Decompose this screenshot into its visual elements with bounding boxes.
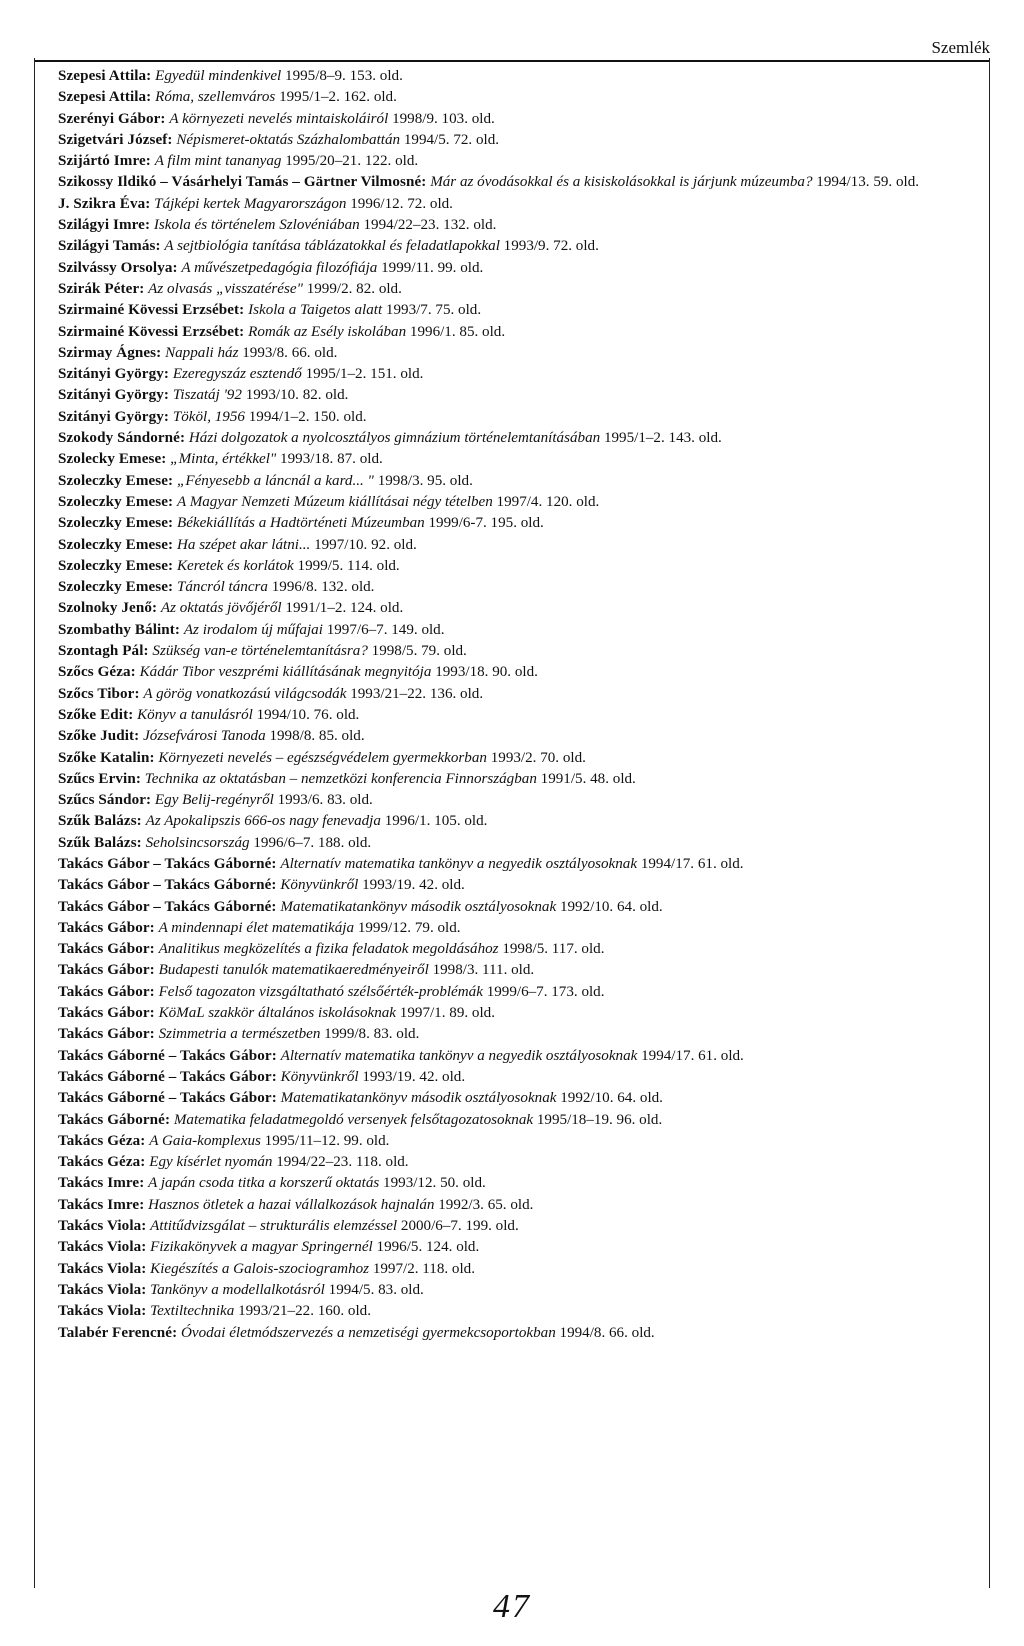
entry-title: Ezeregyszáz esztendő [172,366,302,383]
entry-title: Budapesti tanulók matematikaeredményeiről [158,962,429,979]
entry-reference: 1995/11–12. 99. old. [264,1132,390,1149]
bibliography-entry [58,960,983,981]
bibliography-entry [58,939,983,960]
bibliography-entry [58,1110,983,1131]
entry-author: Szepesi Attila: [58,68,152,84]
entry-reference: 1999/5. 114. old. [297,557,400,574]
bibliography-entry [58,1003,983,1024]
entry-author: Takács Géza: [58,1132,146,1149]
bibliography-entry [58,1088,983,1109]
entry-reference: 1993/21–22. 136. old. [350,685,484,702]
entry-reference: 1994/22–23. 118. old. [276,1154,409,1171]
entry-author: Szirmay Ágnes: [58,344,162,361]
bibliography-entry [58,215,983,236]
bibliography-entry [58,385,983,406]
entry-author: Szoleczky Emese: [58,472,174,489]
entry-author: Takács Géza: [58,1154,146,1171]
entry-reference: 1994/5. 83. old. [328,1281,424,1298]
entry-title: Környezeti nevelés – egészségvédelem gyermekkorban [158,749,487,766]
bibliography-entry [58,769,983,790]
entry-title: Seholsincsország [145,834,250,851]
entry-title: Iskola és történelem Szlovéniában [153,217,360,234]
entry-author: Szitányi György: [58,387,170,404]
bibliography-entry [58,364,983,385]
entry-reference: 1999/12. 79. old. [357,919,461,936]
bibliography-entry [58,428,983,449]
bibliography-entry [58,1152,983,1173]
entry-author: Szűk Balázs: [58,813,142,830]
entry-reference: 1993/6. 83. old. [277,792,373,809]
entry-author: Szőcs Tibor: [58,685,140,702]
entry-reference: 1993/7. 75. old. [385,302,482,319]
bibliography-entry [58,1259,983,1280]
entry-reference: 1998/8. 85. old. [269,728,365,745]
bibliography-entry [58,726,983,747]
entry-title: Technika az oktatásban – nemzetközi konferencia Finnországban [144,770,537,787]
entry-reference: 1998/5. 117. old. [502,941,605,958]
entry-title: Józsefvárosi Tanoda [143,728,266,745]
entry-title: Egy Belij-regényről [154,792,274,809]
bibliography-entry [58,854,983,875]
header-rule [34,60,990,62]
entry-author: Szokody Sándorné: [58,430,186,447]
entry-title: Már az óvodásokkal és a kisiskolásokkal is járjunk múzeumba? [430,174,813,191]
entry-title: Szimmetria a természetben [158,1026,321,1043]
entry-title: A film mint tananyag [154,153,282,170]
entry-reference: 1994/1–2. 150. old. [248,408,367,425]
entry-title: Felső tagozaton vizsgáltatható szélsőérték-problémák [158,983,483,1000]
entry-title: Nappali ház [165,344,239,361]
bibliography-entry [58,194,983,215]
entry-title: A Magyar Nemzeti Múzeum kiállításai négy tételben [176,493,493,510]
bibliography-entry [58,109,983,130]
bibliography-entry [58,875,983,896]
bibliography-entry [58,1173,983,1194]
entry-author: Takács Gábor: [58,962,155,979]
entry-title: „Minta, értékkel" [170,451,277,468]
entry-author: Takács Gábor: [58,1026,155,1043]
bibliography-entry [58,1195,983,1216]
entry-title: KöMaL szakkör általános iskolásoknak [158,1005,397,1022]
entry-author: Szőke Edit: [58,706,134,723]
entry-title: Békekiállítás a Hadtörténeti Múzeumban [176,515,425,532]
entry-reference: 1994/8. 66. old. [559,1324,655,1341]
bibliography-entry [58,918,983,939]
entry-reference: 1999/11. 99. old. [381,259,484,276]
entry-author: Takács Viola: [58,1218,147,1235]
entry-author: Takács Gábor – Takács Gáborné: [58,855,277,872]
bibliography-entry [58,1237,983,1258]
entry-reference: 1993/10. 82. old. [245,387,349,404]
bibliography-entry [58,1301,983,1322]
entry-author: Takács Viola: [58,1239,147,1256]
entry-title: Az oktatás jövőjéről [160,600,282,617]
entry-reference: 1995/1–2. 151. old. [305,366,424,383]
bibliography-entry [58,1216,983,1237]
bibliography-entry [58,1024,983,1045]
right-margin-rule [989,58,990,1588]
bibliography-entry [58,982,983,1003]
entry-author: Szirmainé Kövessi Erzsébet: [58,302,245,319]
bibliography-entry [58,790,983,811]
entry-author: Szolnoky Jenő: [58,600,158,617]
bibliography-entry [58,279,983,300]
entry-reference: 1995/1–2. 143. old. [603,430,722,447]
entry-title: Egy kísérlet nyomán [149,1154,273,1171]
entry-title: Házi dolgozatok a nyolcosztályos gimnázium történelemtanításában [188,430,601,447]
entry-title: Tököl, 1956 [172,408,245,425]
entry-author: Szilágyi Imre: [58,217,151,234]
entry-author: Szoleczky Emese: [58,515,174,532]
bibliography-entry [58,748,983,769]
entry-reference: 1994/13. 59. old. [816,174,920,191]
entry-title: Róma, szellemváros [155,89,276,106]
entry-author: Szikossy Ildikó – Vásárhelyi Tamás – Gärtner Vilmosné: [58,174,427,191]
entry-reference: 1998/3. 111. old. [432,962,535,979]
entry-title: „Fényesebb a láncnál a kard... " [176,472,374,489]
entry-title: Az olvasás „visszatérése" [148,280,303,297]
entry-author: Szirák Péter: [58,280,145,297]
entry-reference: 1997/1. 89. old. [399,1005,495,1022]
entry-reference: 1998/5. 79. old. [371,643,467,660]
entry-author: Szolecky Emese: [58,451,167,468]
entry-author: Szirmainé Kövessi Erzsébet: [58,323,245,340]
entry-reference: 1991/5. 48. old. [540,770,636,787]
entry-author: Szoleczky Emese: [58,579,174,596]
entry-title: Könyvünkről [280,1068,359,1085]
entry-title: Iskola a Taigetos alatt [248,302,383,319]
entry-author: Szoleczky Emese: [58,557,174,574]
entry-reference: 1999/2. 82. old. [306,280,402,297]
entry-author: Szerényi Gábor: [58,110,166,127]
bibliography-entry [58,662,983,683]
entry-reference: 1999/6–7. 173. old. [486,983,605,1000]
entry-author: Takács Gábor: [58,1005,155,1022]
entry-author: Szoleczky Emese: [58,536,174,553]
bibliography-entry [58,258,983,279]
entry-author: Szilvássy Orsolya: [58,259,178,276]
entry-title: Matematikatankönyv második osztályosoknak [280,898,557,915]
entry-author: Szijártó Imre: [58,153,151,170]
bibliography-entry [58,492,983,513]
entry-reference: 1997/10. 92. old. [314,536,417,553]
bibliography-entry [58,322,983,343]
left-margin-rule [34,58,35,1588]
bibliography-entry [58,897,983,918]
entry-title: Matematika feladatmegoldó versenyek felsőtagozatosoknak [173,1111,534,1128]
entry-author: Szőcs Géza: [58,664,136,681]
entry-author: Takács Gábor: [58,919,155,936]
entry-reference: 1993/18. 87. old. [280,451,383,468]
entry-title: Hasznos ötletek a hazai vállalkozások hajnalán [148,1196,435,1213]
entry-author: Szoleczky Emese: [58,493,174,510]
entry-author: Takács Viola: [58,1260,147,1277]
entry-reference: 1996/1. 85. old. [409,323,506,340]
entry-title: Tiszatáj '92 [172,387,242,404]
entry-title: Szükség van-e történelemtanításra? [152,643,368,660]
bibliography-entry [58,172,983,193]
bibliography-entry [58,535,983,556]
entry-title: Egyedül mindenkivel [155,68,282,84]
bibliography-entry [58,1046,983,1067]
bibliography-entry [58,620,983,641]
entry-title: Népismeret-oktatás Százhalombattán [176,131,401,148]
entry-reference: 1991/1–2. 124. old. [285,600,404,617]
entry-author: J. Szikra Éva: [58,195,151,212]
bibliography-entry [58,87,983,108]
bibliography-entry [58,449,983,470]
entry-title: Kádár Tibor veszprémi kiállításának megnyitója [139,664,432,681]
entry-title: Könyv a tanulásról [137,706,253,723]
entry-reference: 1998/3. 95. old. [377,472,473,489]
entry-title: Tankönyv a modellalkotásról [150,1281,325,1298]
entry-title: Fizikakönyvek a magyar Springernél [150,1239,373,1256]
entry-reference: 1993/2. 70. old. [490,749,586,766]
entry-author: Szűcs Sándor: [58,792,152,809]
bibliography-entry [58,1280,983,1301]
entry-reference: 1999/6-7. 195. old. [428,515,544,532]
entry-author: Takács Viola: [58,1303,147,1320]
entry-author: Takács Gáborné: [58,1111,171,1128]
entry-reference: 1992/3. 65. old. [438,1196,534,1213]
bibliography-entry [58,130,983,151]
entry-reference: 1993/8. 66. old. [242,344,338,361]
entry-reference: 1995/8–9. 153. old. [285,68,403,84]
entry-author: Szitányi György: [58,366,170,383]
entry-title: Attitűdvizsgálat – strukturális elemzéssel [150,1218,398,1235]
bibliography-list [58,66,983,1344]
bibliography-entry [58,598,983,619]
entry-title: Tájképi kertek Magyarországon [154,195,347,212]
bibliography-entry [58,471,983,492]
entry-reference: 1993/19. 42. old. [362,1068,466,1085]
entry-author: Talabér Ferencné: [58,1324,178,1341]
entry-title: Matematikatankönyv második osztályosoknak [280,1090,557,1107]
bibliography-entry [58,513,983,534]
bibliography-entry [58,684,983,705]
entry-author: Szőke Judit: [58,728,140,745]
entry-author: Szigetvári József: [58,131,173,148]
entry-reference: 1993/19. 42. old. [362,877,465,894]
entry-reference: 1992/10. 64. old. [560,1090,663,1107]
bibliography-entry [58,66,983,87]
entry-author: Szontagh Pál: [58,643,149,660]
entry-author: Takács Gáborné – Takács Gábor: [58,1068,277,1085]
entry-reference: 1997/2. 118. old. [372,1260,475,1277]
entry-title: Analitikus megközelítés a fizika feladatok megoldásához [158,941,499,958]
entry-reference: 1992/10. 64. old. [559,898,663,915]
entry-title: Könyvünkről [280,877,359,894]
entry-reference: 2000/6–7. 199. old. [400,1218,519,1235]
entry-author: Szőke Katalin: [58,749,155,766]
entry-author: Takács Gáborné – Takács Gábor: [58,1047,277,1064]
entry-reference: 1996/1. 105. old. [384,813,488,830]
entry-title: A japán csoda titka a korszerű oktatás [148,1175,380,1192]
entry-author: Szűcs Ervin: [58,770,141,787]
entry-author: Takács Gábor – Takács Gáborné: [58,877,277,894]
bibliography-entry [58,1131,983,1152]
entry-author: Takács Imre: [58,1196,145,1213]
entry-title: Táncról táncra [176,579,268,596]
entry-reference: 1994/5. 72. old. [403,131,500,148]
entry-reference: 1994/10. 76. old. [256,706,360,723]
entry-reference: 1995/20–21. 122. old. [285,153,419,170]
entry-title: Óvodai életmódszervezés a nemzetiségi gyermekcsoportokban [181,1324,556,1341]
entry-reference: 1997/4. 120. old. [496,493,600,510]
bibliography-entry [58,833,983,854]
entry-title: A görög vonatkozású világcsodák [143,685,347,702]
entry-author: Takács Gábor: [58,941,155,958]
entry-title: A Gaia-komplexus [149,1132,261,1149]
entry-reference: 1994/17. 61. old. [641,1047,744,1064]
entry-author: Szombathy Bálint: [58,621,181,638]
bibliography-entry [58,641,983,662]
entry-author: Szilágyi Tamás: [58,238,161,255]
entry-reference: 1993/9. 72. old. [503,238,599,255]
entry-title: Az irodalom új műfajai [183,621,323,638]
bibliography-entry [58,236,983,257]
entry-title: A sejtbiológia tanítása táblázatokkal és feladatlapokkal [164,238,500,255]
entry-author: Takács Gáborné – Takács Gábor: [58,1090,277,1107]
entry-title: Az Apokalipszis 666-os nagy fenevadja [145,813,381,830]
entry-reference: 1999/8. 83. old. [324,1026,420,1043]
page-number: 47 [493,1588,531,1625]
entry-title: Textiltechnika [150,1303,235,1320]
entry-title: A mindennapi élet matematikája [158,919,355,936]
entry-author: Szűk Balázs: [58,834,142,851]
entry-author: Takács Gábor: [58,983,155,1000]
entry-reference: 1996/8. 132. old. [271,579,375,596]
entry-reference: 1996/12. 72. old. [350,195,453,212]
bibliography-entry [58,556,983,577]
bibliography-entry [58,151,983,172]
entry-title: Kiegészítés a Galois-szociogramhoz [150,1260,370,1277]
entry-reference: 1993/12. 50. old. [383,1175,486,1192]
entry-title: Romák az Esély iskolában [248,323,407,340]
entry-title: A környezeti nevelés mintaiskoláiról [169,110,389,127]
entry-title: A művészetpedagógia filozófiája [181,259,378,276]
entry-reference: 1996/6–7. 188. old. [253,834,372,851]
entry-reference: 1997/6–7. 149. old. [326,621,445,638]
entry-reference: 1994/22–23. 132. old. [363,217,497,234]
entry-reference: 1995/1–2. 162. old. [279,89,397,106]
entry-title: Alternatív matematika tankönyv a negyedik osztályosoknak [280,855,638,872]
bibliography-entry [58,407,983,428]
entry-title: Keretek és korlátok [176,557,294,574]
entry-author: Szepesi Attila: [58,89,152,106]
bibliography-entry [58,1323,983,1344]
entry-title: Alternatív matematika tankönyv a negyedik osztályosoknak [280,1047,638,1064]
entry-author: Takács Viola: [58,1281,147,1298]
section-header: Szemlék [931,38,990,57]
bibliography-entry [58,1067,983,1088]
entry-reference: 1994/17. 61. old. [640,855,744,872]
entry-author: Szitányi György: [58,408,170,425]
entry-reference: 1993/18. 90. old. [435,664,538,681]
bibliography-entry [58,300,983,321]
entry-title: Ha szépet akar látni... [176,536,311,553]
bibliography-entry [58,705,983,726]
entry-reference: 1995/18–19. 96. old. [536,1111,663,1128]
bibliography-entry [58,343,983,364]
bibliography-entry [58,811,983,832]
entry-reference: 1996/5. 124. old. [376,1239,480,1256]
entry-author: Takács Gábor – Takács Gáborné: [58,898,277,915]
entry-reference: 1993/21–22. 160. old. [238,1303,371,1320]
entry-reference: 1998/9. 103. old. [392,110,495,127]
entry-author: Takács Imre: [58,1175,145,1192]
bibliography-entry [58,577,983,598]
